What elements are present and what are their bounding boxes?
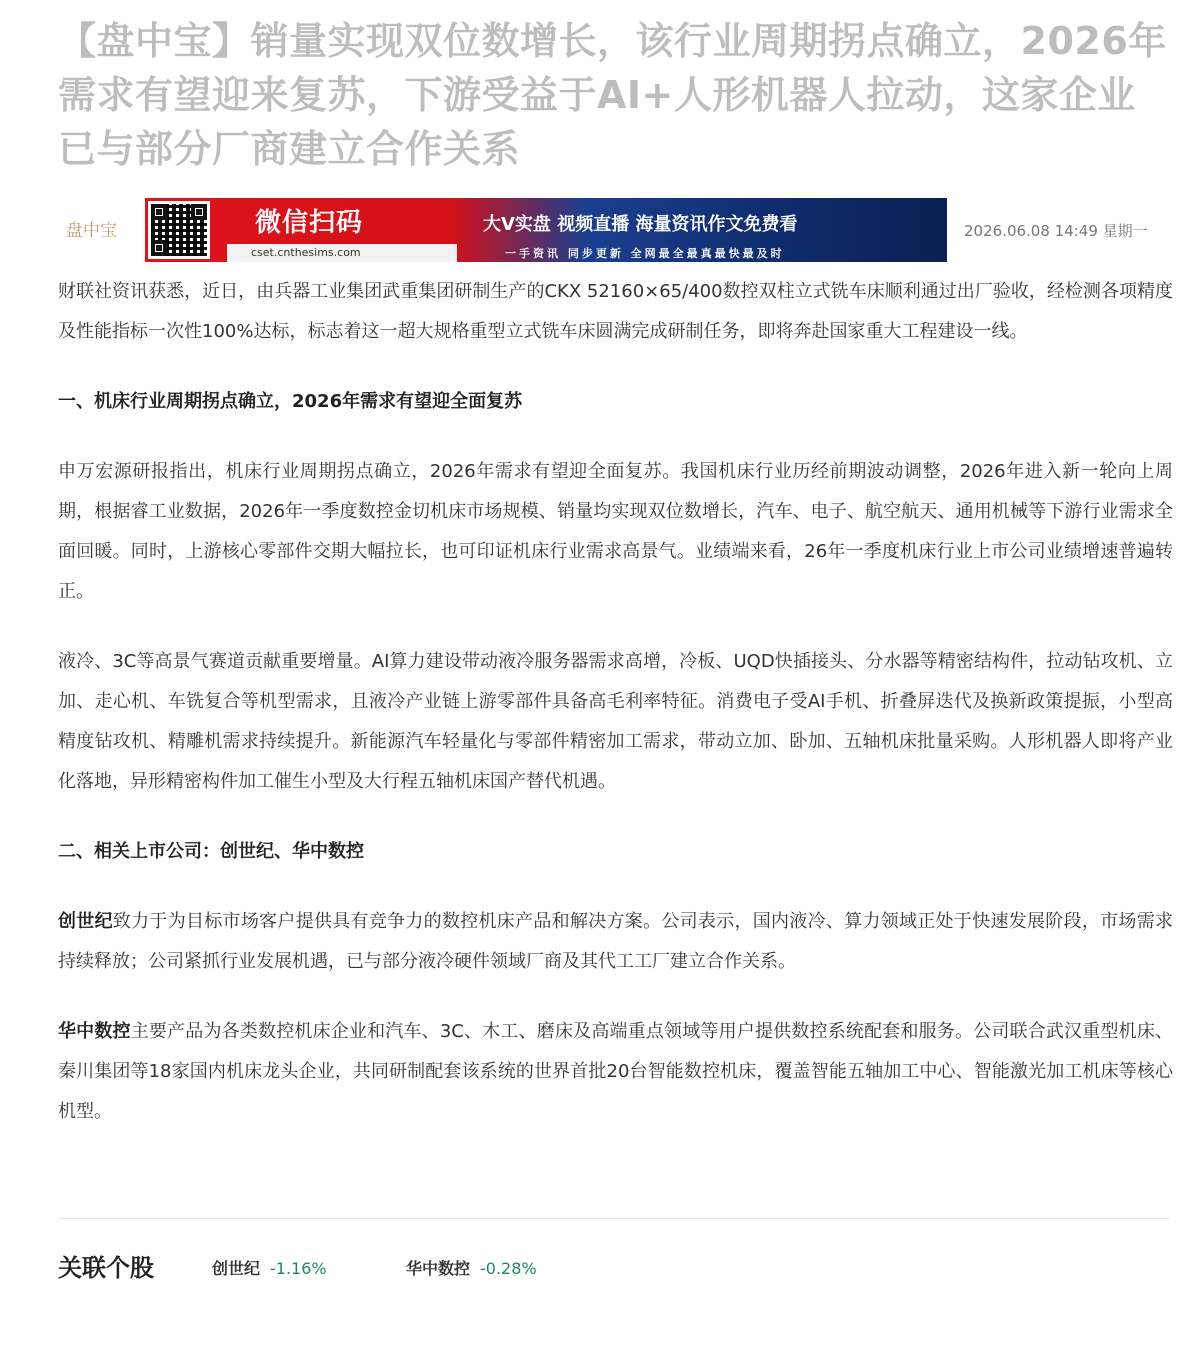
article-body	[58, 272, 1173, 1132]
stock-name: 创世纪	[212, 1259, 261, 1278]
section-title-1: 一、机床行业周期拐点确立，2026年需求有望迎全面复苏	[58, 391, 523, 412]
banner-url: cset.cnthesims.com	[227, 244, 457, 262]
stock-change: -0.28%	[480, 1259, 537, 1278]
company-name-2: 华中数控	[58, 1021, 131, 1042]
company-paragraph-1	[58, 902, 1173, 982]
related-stocks-title: 关联个股	[58, 1254, 154, 1282]
stock-name: 华中数控	[406, 1259, 471, 1278]
qr-code-icon	[148, 201, 210, 259]
stock-item[interactable]	[212, 1256, 327, 1279]
promo-banner[interactable]	[145, 198, 947, 262]
article-meta-row	[0, 196, 1200, 264]
divider	[58, 1218, 1170, 1219]
section1-paragraph-1: 申万宏源研报指出，机床行业周期拐点确立，2026年需求有望迎全面复苏。我国机床行业历经前期波动调整，2026年进入新一轮向上周期，根据睿工业数据，2026年一季度数控金切机床市场规模、销量均实现双位数增长，汽车、电子、航空航天、通用机械等下游行业需求全面回暖。同时，上游核心零部件交期大幅拉长，也可印证机床行业需求高景气。业绩端来看，26年一季度机床行业上市公司业绩增速普遍转正。	[58, 461, 1173, 602]
company-text-1: 致力于为目标市场客户提供具有竞争力的数控机床产品和解决方案。公司表示，国内液冷、算力领域正处于快速发展阶段，市场需求持续释放；公司紧抓行业发展机遇，已与部分液冷硬件领域厂商及其代工工厂建立合作关系。	[58, 911, 1174, 972]
source-name[interactable]: 盘中宝	[66, 221, 117, 241]
banner-subtitle: 一手资讯 同步更新 全网最全最真最快最及时	[505, 247, 785, 260]
company-text-2: 主要产品为各类数控机床企业和汽车、3C、木工、磨床及高端重点领域等用户提供数控系统配套和服务。公司联合武汉重型机床、秦川集团等18家国内机床龙头企业，共同研制配套该系统的世界首批20台智能数控机床，覆盖智能五轴加工中心、智能激光加工机床等核心机型。	[58, 1021, 1174, 1122]
stock-item[interactable]	[406, 1256, 537, 1279]
publish-time: 2026.06.08 14:49 星期一	[964, 222, 1148, 240]
section1-paragraph-2: 液冷、3C等高景气赛道贡献重要增量。AI算力建设带动液冷服务器需求高增，冷板、UQD快插接头、分水器等精密结构件，拉动钻攻机、立加、走心机、车铣复合等机型需求，且液冷产业链上游零部件具备高毛利率特征。消费电子受AI手机、折叠屏迭代及换新政策提振，小型高精度钻攻机、精雕机需求持续提升。新能源汽车轻量化与零部件精密加工需求，带动立加、卧加、五轴机床批量采购。人形机器人即将产业化落地，异形精密构件加工催生小型及大行程五轴机床国产替代机遇。	[58, 651, 1173, 792]
article-intro: 财联社资讯获悉，近日，由兵器工业集团武重集团研制生产的CKX 52160×65/400数控双柱立式铣车床顺利通过出厂验收，经检测各项精度及性能指标一次性100%达标，标志着这一超大规格重型立式铣车床圆满完成研制任务，即将奔赴国家重大工程建设一线。	[58, 281, 1173, 342]
stock-change: -1.16%	[270, 1259, 327, 1278]
company-name-1: 创世纪	[58, 911, 113, 932]
banner-right-title: 大V实盘 视频直播 海量资讯作文免费看	[483, 214, 798, 235]
banner-left-title: 微信扫码	[255, 208, 364, 238]
company-paragraph-2	[58, 1012, 1173, 1132]
section-title-2: 二、相关上市公司：创世纪、华中数控	[58, 841, 364, 862]
article-headline: 【盘中宝】销量实现双位数增长，该行业周期拐点确立，2026年需求有望迎来复苏，下游受益于AI+人形机器人拉动，这家企业已与部分厂商建立合作关系	[58, 19, 1167, 171]
related-stocks	[58, 1248, 1170, 1288]
